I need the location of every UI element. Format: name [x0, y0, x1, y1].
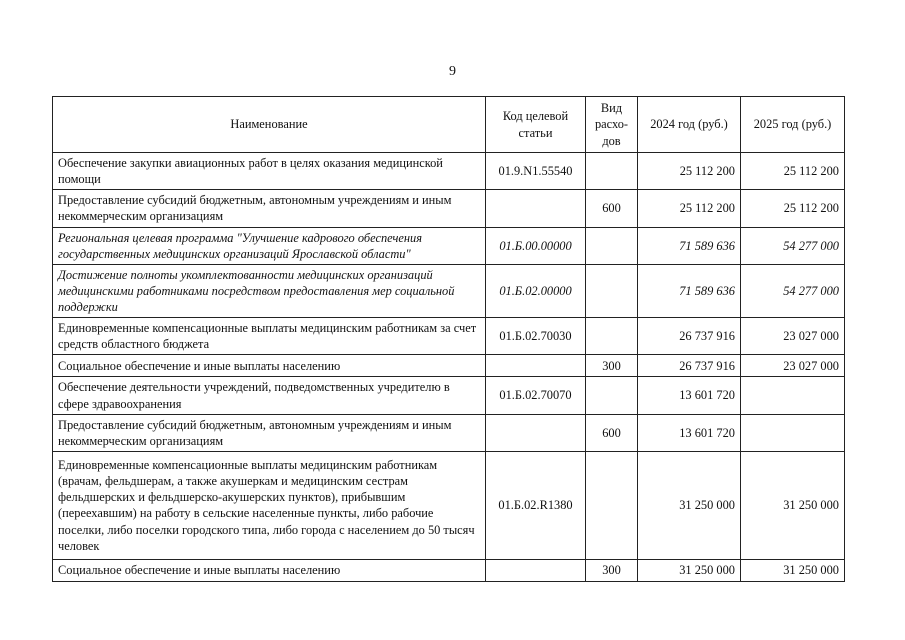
header-name: Наименование [53, 97, 486, 153]
cell-type [586, 451, 638, 559]
cell-type [586, 377, 638, 414]
cell-name: Обеспечение закупки авиационных работ в целях оказания медицинской помощи [53, 153, 486, 190]
cell-2025: 31 250 000 [741, 559, 845, 581]
cell-name: Социальное обеспечение и иные выплаты населению [53, 355, 486, 377]
table-body [53, 153, 845, 582]
cell-code: 01.Б.02.70070 [486, 377, 586, 414]
cell-name: Единовременные компенсационные выплаты медицинским работникам (врачам, фельдшерам, а также акушеркам и медицинским сестрам фельдшерских и фельдшерско-акушерских пунктов), прибывшим (переехавшим) на работу в сельские населенные пункты, либо рабочие поселки, либо поселки городского типа, либо города с населением до 50 тысяч человек [53, 451, 486, 559]
cell-2025: 31 250 000 [741, 451, 845, 559]
cell-type [586, 264, 638, 317]
cell-name: Обеспечение деятельности учреждений, подведомственных учредителю в сфере здравоохранения [53, 377, 486, 414]
table-row [53, 190, 845, 227]
table-row [53, 414, 845, 451]
cell-2025: 25 112 200 [741, 153, 845, 190]
cell-2024: 25 112 200 [638, 190, 741, 227]
cell-name: Социальное обеспечение и иные выплаты населению [53, 559, 486, 581]
page-number: 9 [449, 64, 456, 79]
cell-code [486, 355, 586, 377]
cell-type [586, 227, 638, 264]
cell-2024: 71 589 636 [638, 264, 741, 317]
table-row [53, 153, 845, 190]
cell-code: 01.Б.02.70030 [486, 318, 586, 355]
cell-2025: 54 277 000 [741, 264, 845, 317]
cell-2025: 25 112 200 [741, 190, 845, 227]
cell-type [586, 318, 638, 355]
cell-code: 01.9.N1.55540 [486, 153, 586, 190]
header-2024: 2024 год (руб.) [638, 97, 741, 153]
header-2025: 2025 год (руб.) [741, 97, 845, 153]
cell-code: 01.Б.02.00000 [486, 264, 586, 317]
cell-type: 300 [586, 355, 638, 377]
cell-2024: 13 601 720 [638, 377, 741, 414]
cell-name: Единовременные компенсационные выплаты медицинским работникам за счет средств областного бюджета [53, 318, 486, 355]
table-row [53, 264, 845, 317]
header-code: Код целевой статьи [486, 97, 586, 153]
cell-2025: 23 027 000 [741, 355, 845, 377]
cell-2024: 26 737 916 [638, 318, 741, 355]
cell-2025: 54 277 000 [741, 227, 845, 264]
cell-name: Региональная целевая программа "Улучшение кадрового обеспечения государственных медицинских организаций Ярославской области" [53, 227, 486, 264]
cell-2024: 31 250 000 [638, 559, 741, 581]
cell-2024: 13 601 720 [638, 414, 741, 451]
budget-table [52, 96, 845, 582]
cell-type [586, 153, 638, 190]
cell-code: 01.Б.02.R1380 [486, 451, 586, 559]
cell-2025 [741, 414, 845, 451]
cell-2025 [741, 377, 845, 414]
cell-name: Предоставление субсидий бюджетным, автономным учреждениям и иным некоммерческим организациям [53, 190, 486, 227]
cell-type: 300 [586, 559, 638, 581]
cell-code: 01.Б.00.00000 [486, 227, 586, 264]
cell-2024: 26 737 916 [638, 355, 741, 377]
cell-code [486, 559, 586, 581]
table-row [53, 355, 845, 377]
cell-code [486, 414, 586, 451]
table-row [53, 227, 845, 264]
table-row [53, 451, 845, 559]
cell-2024: 71 589 636 [638, 227, 741, 264]
cell-2024: 25 112 200 [638, 153, 741, 190]
table-header-row [53, 97, 845, 153]
cell-2025: 23 027 000 [741, 318, 845, 355]
cell-name: Предоставление субсидий бюджетным, автономным учреждениям и иным некоммерческим организациям [53, 414, 486, 451]
table-row [53, 559, 845, 581]
cell-type: 600 [586, 414, 638, 451]
table-row [53, 377, 845, 414]
cell-name: Достижение полноты укомплектованности медицинских организаций медицинскими работниками посредством предоставления мер социальной поддержки [53, 264, 486, 317]
cell-2024: 31 250 000 [638, 451, 741, 559]
table-row [53, 318, 845, 355]
cell-code [486, 190, 586, 227]
header-type: Вид расхо-дов [586, 97, 638, 153]
cell-type: 600 [586, 190, 638, 227]
